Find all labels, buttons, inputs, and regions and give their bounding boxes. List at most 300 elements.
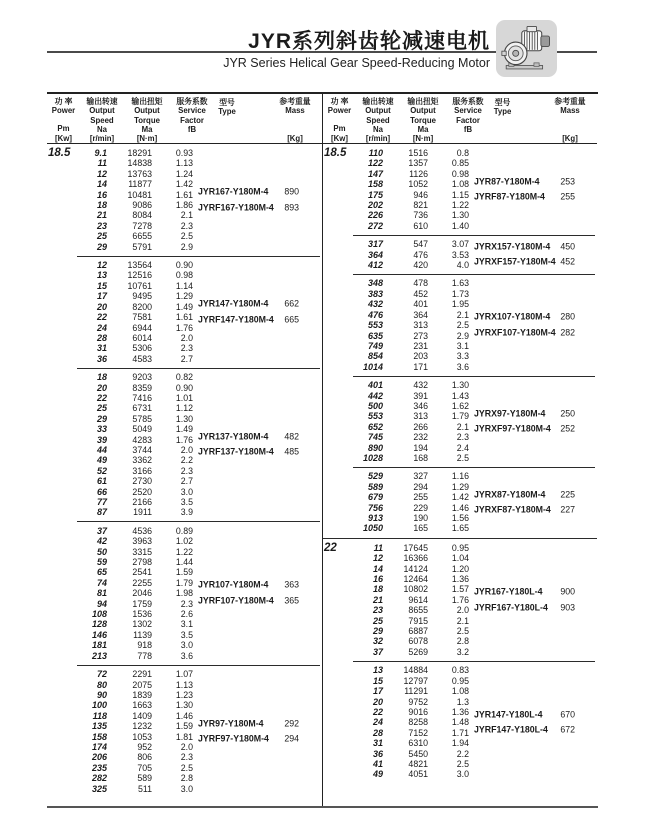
speed-cell: 553 (367, 320, 383, 331)
type-list (474, 487, 575, 518)
table-row (353, 362, 595, 372)
factor-cell: 1.49 (175, 424, 193, 435)
factor-cell: 3.5 (180, 497, 193, 507)
torque-cell: 8655 (408, 605, 428, 616)
table-row (77, 148, 320, 158)
factor-cell: 1.30 (451, 380, 469, 391)
table-row (77, 507, 320, 517)
block-separator (77, 368, 320, 369)
speed-cell: 412 (367, 260, 383, 271)
factor-cell: 1.36 (451, 706, 469, 717)
factor-cell: 1.13 (175, 679, 193, 690)
spec-block (353, 471, 595, 533)
page-title: JYR系列斜齿轮减速电机 (248, 30, 490, 53)
factor-cell: 2.0 (180, 741, 193, 752)
gear-motor-icon (501, 24, 553, 74)
factor-cell: 0.8 (456, 148, 469, 158)
factor-cell: 2.2 (456, 748, 469, 759)
type-name: JYRF147-Y180M-4 (198, 314, 274, 325)
table-row (353, 158, 595, 168)
speed-cell: 913 (367, 513, 383, 523)
factor-cell: 1.29 (451, 481, 469, 492)
torque-cell: 266 (413, 421, 428, 432)
type-row (474, 503, 575, 519)
table-row (353, 686, 595, 696)
torque-cell: 5450 (408, 748, 428, 759)
speed-cell: 66 (96, 486, 107, 497)
speed-cell: 635 (367, 330, 383, 341)
torque-cell: 12464 (403, 574, 428, 585)
factor-cell: 1.42 (451, 492, 469, 503)
torque-cell: 7416 (132, 392, 152, 403)
speed-cell: 13 (96, 270, 107, 281)
torque-cell: 12516 (127, 270, 152, 281)
table-row (77, 640, 320, 650)
torque-cell: 11877 (128, 179, 152, 190)
speed-cell: 50 (96, 546, 107, 557)
type-list (198, 429, 299, 460)
torque-cell: 6887 (408, 626, 428, 637)
speed-cell: 44 (96, 444, 107, 455)
table-row (353, 543, 595, 553)
speed-cell: 1028 (362, 452, 383, 463)
torque-cell: 9203 (132, 372, 152, 383)
column-header-torque: 输出扭矩 Output Torque Ma [N·m] (407, 97, 439, 144)
torque-cell: 171 (413, 361, 428, 372)
table-row (353, 148, 595, 158)
torque-cell: 452 (413, 288, 428, 299)
speed-cell: 16 (96, 189, 107, 200)
factor-cell: 2.1 (456, 421, 469, 432)
factor-cell: 2.4 (456, 442, 469, 453)
table-row (353, 453, 595, 463)
type-name: JYRXF97-Y180M-4 (474, 423, 551, 434)
speed-cell: 122 (367, 158, 383, 169)
speed-cell: 29 (372, 626, 383, 637)
speed-cell: 25 (372, 615, 383, 626)
table-row (77, 497, 320, 507)
torque-cell: 5306 (132, 343, 152, 354)
speed-cell: 72 (96, 669, 107, 680)
torque-cell: 10481 (127, 189, 152, 200)
speed-cell: 13 (372, 665, 383, 676)
table-row (77, 547, 320, 557)
torque-cell: 14884 (403, 665, 428, 676)
speed-cell: 226 (367, 210, 383, 221)
power-group (323, 148, 597, 534)
speed-cell: 174 (91, 741, 107, 752)
factor-cell: 3.53 (451, 249, 469, 260)
column-headers (47, 94, 322, 144)
type-mass: 252 (560, 423, 575, 434)
torque-cell: 7152 (408, 727, 428, 738)
table-row (77, 372, 320, 382)
column-header-power: 功 率 Power Pm [Kw] (327, 97, 352, 143)
speed-cell: 21 (96, 210, 107, 221)
speed-cell: 749 (367, 340, 383, 351)
factor-cell: 0.98 (175, 270, 193, 281)
table-row (353, 759, 595, 769)
speed-cell: 49 (96, 455, 107, 466)
factor-cell: 1.01 (175, 392, 193, 403)
speed-cell: 37 (96, 525, 107, 536)
factor-cell: 1.30 (175, 700, 193, 711)
speed-cell: 476 (367, 309, 383, 320)
torque-cell: 2730 (132, 476, 152, 487)
type-row (198, 716, 299, 732)
table-row (77, 403, 320, 413)
factor-cell: 1.76 (451, 594, 469, 605)
speed-cell: 52 (96, 465, 107, 476)
speed-cell: 14 (96, 179, 107, 190)
factor-cell: 3.0 (180, 783, 193, 794)
torque-cell: 9495 (132, 291, 152, 302)
type-list (198, 716, 299, 747)
table-row (353, 341, 595, 351)
factor-cell: 1.14 (175, 280, 193, 291)
speed-cell: 12 (96, 168, 107, 179)
table-row (353, 278, 595, 288)
type-list (198, 185, 299, 216)
table-row (353, 523, 595, 533)
factor-cell: 1.48 (451, 717, 469, 728)
table-row (353, 380, 595, 390)
torque-cell: 1536 (132, 609, 152, 620)
table-half-right (322, 94, 597, 806)
torque-cell: 1139 (133, 629, 152, 640)
speed-cell: 36 (372, 748, 383, 759)
factor-cell: 1.61 (175, 312, 193, 323)
type-mass: 485 (284, 446, 299, 457)
speed-cell: 890 (367, 442, 383, 453)
torque-cell: 9086 (132, 200, 152, 211)
torque-cell: 5785 (132, 413, 152, 424)
speed-cell: 18 (372, 584, 383, 595)
power-value: 22 (324, 541, 337, 554)
type-name: JYR167-Y180L-4 (474, 586, 543, 597)
factor-cell: 1.12 (175, 403, 193, 414)
type-mass: 363 (284, 579, 299, 590)
factor-cell: 3.0 (180, 640, 193, 651)
speed-cell: 39 (96, 434, 107, 445)
factor-cell: 1.71 (451, 727, 469, 738)
speed-cell: 325 (91, 783, 107, 794)
speed-cell: 11 (97, 158, 107, 169)
factor-cell: 1.49 (175, 301, 193, 312)
column-header-type: 型号 Type (493, 98, 512, 117)
table-row (353, 676, 595, 686)
speed-cell: 500 (367, 400, 383, 411)
type-mass: 294 (284, 733, 299, 744)
torque-cell: 17645 (403, 542, 428, 553)
type-name: JYR87-Y180M-4 (474, 176, 540, 187)
speed-cell: 36 (96, 353, 107, 364)
torque-cell: 5049 (132, 424, 152, 435)
torque-cell: 9752 (408, 696, 428, 707)
torque-cell: 8359 (132, 382, 152, 393)
torque-cell: 168 (413, 452, 428, 463)
table-row (77, 630, 320, 640)
speed-cell: 59 (96, 557, 107, 568)
torque-cell: 1126 (409, 168, 428, 179)
factor-cell: 3.1 (180, 619, 193, 630)
table-row (77, 158, 320, 168)
factor-cell: 1.15 (451, 189, 469, 200)
speed-cell: 272 (367, 220, 383, 231)
speed-cell: 854 (367, 351, 383, 362)
factor-cell: 1.24 (175, 168, 193, 179)
table-row (77, 526, 320, 536)
factor-cell: 2.5 (456, 758, 469, 769)
spec-block (353, 380, 595, 463)
block-separator (353, 274, 595, 275)
speed-cell: 146 (91, 629, 107, 640)
type-list (474, 310, 575, 341)
spec-block (353, 239, 595, 270)
factor-cell: 1.08 (451, 686, 469, 697)
type-name: JYRF147-Y180L-4 (474, 724, 548, 735)
torque-cell: 420 (413, 260, 428, 271)
speed-cell: 432 (367, 299, 383, 310)
speed-cell: 1014 (362, 361, 383, 372)
torque-cell: 736 (413, 210, 428, 221)
torque-cell: 1302 (132, 619, 152, 630)
factor-cell: 3.2 (456, 646, 469, 657)
table-body-right (323, 144, 597, 780)
torque-cell: 194 (413, 442, 428, 453)
torque-cell: 478 (413, 278, 428, 289)
speed-cell: 745 (367, 432, 383, 443)
factor-cell: 3.9 (180, 507, 193, 518)
factor-cell: 1.98 (175, 588, 193, 599)
torque-cell: 229 (413, 502, 428, 513)
factor-cell: 2.0 (456, 605, 469, 616)
table-row (353, 697, 595, 707)
type-mass: 365 (284, 595, 299, 606)
block-separator (77, 665, 320, 666)
table-body-left (47, 144, 322, 794)
torque-cell: 231 (413, 340, 428, 351)
torque-cell: 3315 (132, 546, 152, 557)
type-row (474, 190, 575, 206)
speed-cell: 401 (367, 380, 383, 391)
torque-cell: 1759 (132, 598, 152, 609)
type-name: JYRXF107-Y180M-4 (474, 327, 556, 338)
speed-cell: 25 (96, 403, 107, 414)
power-value: 18.5 (48, 147, 71, 159)
type-name: JYR147-Y180M-4 (198, 298, 269, 309)
speed-cell: 364 (367, 249, 383, 260)
torque-cell: 12797 (403, 675, 428, 686)
factor-cell: 0.83 (451, 665, 469, 676)
power-group (47, 148, 322, 794)
table-row (77, 567, 320, 577)
factor-cell: 2.3 (180, 598, 193, 609)
column-header-torque: 输出扭矩 Output Torque Ma [N·m] (131, 97, 163, 144)
column-header-mass: 参考重量 Mass [Kg] (279, 97, 311, 143)
type-name: JYRF97-Y180M-4 (198, 733, 269, 744)
factor-cell: 2.7 (180, 353, 193, 364)
table-row (353, 391, 595, 401)
torque-cell: 589 (137, 773, 152, 784)
factor-cell: 2.5 (456, 452, 469, 463)
speed-cell: 589 (367, 481, 383, 492)
speed-cell: 24 (372, 717, 383, 728)
speed-cell: 118 (92, 710, 107, 721)
speed-cell: 181 (91, 640, 107, 651)
speed-cell: 18 (96, 372, 107, 383)
torque-cell: 7278 (132, 220, 152, 231)
type-list (474, 585, 575, 616)
block-separator (353, 235, 595, 236)
speed-cell: 9.1 (94, 148, 107, 158)
factor-cell: 1.94 (451, 738, 469, 749)
factor-cell: 1.36 (451, 574, 469, 585)
torque-cell: 1052 (408, 179, 428, 190)
torque-cell: 165 (413, 523, 428, 534)
power-group (323, 543, 597, 780)
speed-cell: 81 (96, 588, 107, 599)
type-mass: 672 (560, 724, 575, 735)
speed-cell: 20 (372, 696, 383, 707)
table-row (353, 221, 595, 231)
table-row (353, 626, 595, 636)
type-mass: 900 (560, 586, 575, 597)
factor-cell: 2.1 (456, 309, 469, 320)
type-list (474, 707, 575, 738)
type-mass: 893 (284, 202, 299, 213)
torque-cell: 2520 (132, 486, 152, 497)
torque-cell: 10761 (127, 280, 152, 291)
block-separator (353, 661, 595, 662)
factor-cell: 2.8 (180, 773, 193, 784)
factor-cell: 1.79 (451, 411, 469, 422)
factor-cell: 3.0 (180, 486, 193, 497)
torque-cell: 8258 (408, 717, 428, 728)
factor-cell: 0.93 (175, 148, 193, 158)
type-name: JYRF87-Y180M-4 (474, 191, 545, 202)
torque-cell: 3362 (132, 455, 152, 466)
type-row (198, 732, 299, 748)
torque-cell: 610 (413, 220, 428, 231)
type-name: JYRF137-Y180M-4 (198, 446, 274, 457)
type-name: JYR147-Y180L-4 (474, 709, 543, 720)
torque-cell: 8200 (132, 301, 152, 312)
torque-cell: 4283 (132, 434, 152, 445)
type-mass: 890 (284, 186, 299, 197)
torque-cell: 9016 (408, 706, 428, 717)
torque-cell: 918 (137, 640, 152, 651)
factor-cell: 2.5 (456, 320, 469, 331)
type-name: JYR97-Y180M-4 (198, 718, 264, 729)
factor-cell: 2.3 (180, 465, 193, 476)
type-row (474, 239, 575, 255)
speed-cell: 37 (372, 646, 383, 657)
factor-cell: 1.76 (175, 434, 193, 445)
speed-cell: 42 (96, 536, 107, 547)
speed-cell: 14 (372, 563, 383, 574)
torque-cell: 1839 (132, 689, 152, 700)
factor-cell: 2.7 (180, 476, 193, 487)
table-row (77, 343, 320, 353)
torque-cell: 952 (137, 741, 152, 752)
factor-cell: 2.5 (456, 626, 469, 637)
torque-cell: 7581 (132, 312, 152, 323)
type-mass: 482 (284, 431, 299, 442)
table-row (77, 333, 320, 343)
type-mass: 225 (560, 489, 575, 500)
factor-cell: 3.3 (456, 351, 469, 362)
torque-cell: 1232 (132, 721, 152, 732)
torque-cell: 6310 (408, 738, 428, 749)
type-row (198, 578, 299, 594)
table-row (353, 299, 595, 309)
factor-cell: 3.6 (180, 650, 193, 661)
speed-cell: 100 (91, 700, 107, 711)
torque-cell: 778 (137, 650, 152, 661)
speed-cell: 529 (367, 471, 383, 482)
factor-cell: 1.40 (451, 220, 469, 231)
factor-cell: 0.95 (451, 675, 469, 686)
torque-cell: 401 (413, 299, 428, 310)
factor-cell: 2.1 (456, 615, 469, 626)
type-row (474, 422, 575, 438)
torque-cell: 476 (413, 249, 428, 260)
factor-cell: 2.3 (456, 432, 469, 443)
type-row (474, 723, 575, 739)
factor-cell: 2.8 (456, 636, 469, 647)
table-row (77, 557, 320, 567)
speed-cell: 28 (372, 727, 383, 738)
speed-cell: 282 (91, 773, 107, 784)
spec-block (77, 260, 320, 364)
column-header-type: 型号 Type (218, 98, 236, 117)
torque-cell: 4583 (132, 353, 152, 364)
table-row (353, 443, 595, 453)
type-row (474, 174, 575, 190)
speed-cell: 213 (91, 650, 107, 661)
table-row (77, 221, 320, 231)
power-value: 18.5 (324, 147, 347, 159)
type-row (198, 593, 299, 609)
factor-cell: 1.73 (451, 288, 469, 299)
torque-cell: 3963 (132, 536, 152, 547)
torque-cell: 4536 (132, 525, 152, 536)
speed-cell: 24 (96, 322, 107, 333)
torque-cell: 547 (413, 239, 428, 250)
torque-cell: 14124 (403, 563, 428, 574)
factor-cell: 2.5 (180, 231, 193, 242)
type-name: JYR137-Y180M-4 (198, 431, 269, 442)
table-row (77, 784, 320, 794)
column-header-speed: 输出转速 Output Speed Na [r/min] (86, 97, 118, 144)
column-headers (323, 94, 597, 144)
table-row (353, 616, 595, 626)
type-row (474, 310, 575, 326)
speed-cell: 17 (96, 291, 107, 302)
speed-cell: 383 (367, 288, 383, 299)
factor-cell: 1.22 (175, 546, 193, 557)
factor-cell: 1.44 (175, 557, 193, 568)
torque-cell: 9614 (408, 594, 428, 605)
table-row (353, 647, 595, 657)
speed-cell: 110 (368, 148, 383, 158)
speed-cell: 18 (96, 200, 107, 211)
type-name: JYR167-Y180M-4 (198, 186, 269, 197)
torque-cell: 806 (137, 752, 152, 763)
spec-block (353, 665, 595, 779)
factor-cell: 0.85 (451, 158, 469, 169)
